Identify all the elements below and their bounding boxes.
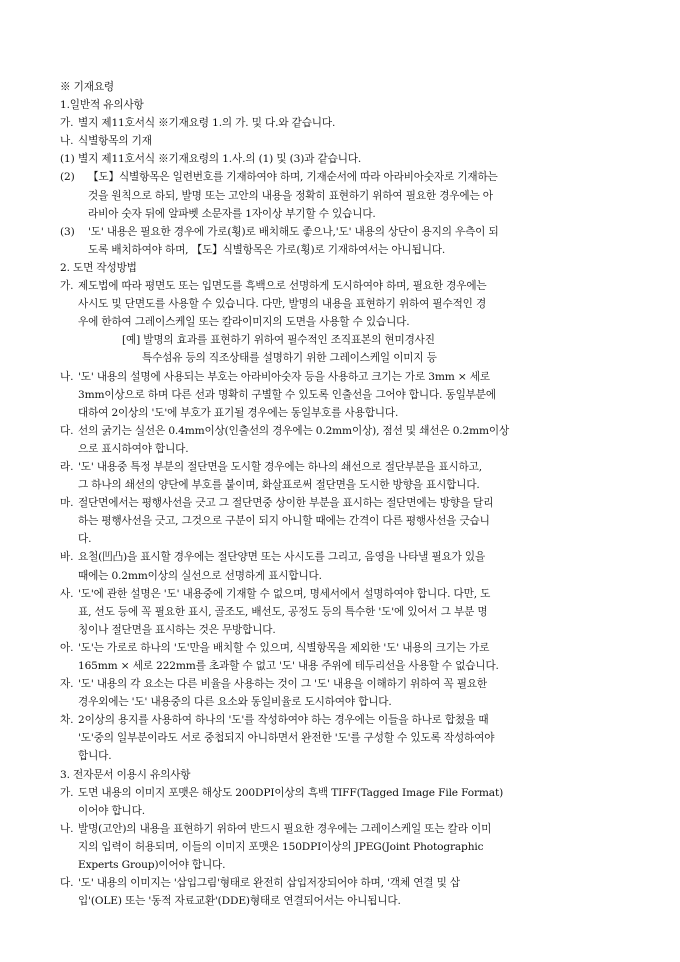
section-3-heading: 3. 전자문서 이용시 유의사항	[60, 768, 191, 781]
item-line: 으로 표시하여야 합니다.	[78, 442, 189, 455]
item-marker: 가.	[60, 786, 74, 799]
item-line: 하는 평행사선을 긋고, 그것으로 구분이 되지 아니할 때에는 간격이 다른 평행사선을 긋습니	[78, 515, 490, 528]
item-body	[78, 711, 628, 765]
item-marker: 자.	[60, 678, 74, 691]
item-line: 3mm이상으로 하며 다른 선과 명확히 구별할 수 있도록 인출선을 그어야 합니다. 동일부분에	[78, 388, 496, 401]
item-line: 라비아 숫자 뒤에 알파벳 소문자를 1자이상 부기할 수 있습니다.	[88, 207, 376, 220]
section-2-heading: 2. 도면 작성방법	[60, 261, 137, 274]
item-body	[78, 585, 628, 639]
document-title: ※ 기재요령	[60, 81, 114, 93]
item-line: 절단면에서는 평행사선을 긋고 그 절단면중 상이한 부분을 표시하는 절단면에는 방향을 달리	[78, 497, 494, 510]
item-line: 식별항목의 기재	[78, 135, 152, 148]
item-body	[78, 784, 628, 820]
s2-item-ra	[60, 458, 628, 494]
item-marker: 라.	[60, 460, 74, 473]
item-line: '도' 내용중 특정 부분의 절단면을 도시할 경우에는 하나의 쇄선으로 절단부분을 표시하고,	[78, 460, 482, 473]
s1-item-ga	[60, 114, 628, 132]
item-marker: (2)	[60, 171, 75, 184]
s2-item-sa	[60, 585, 628, 639]
s3-item-da	[60, 874, 628, 910]
item-marker: 차.	[60, 714, 74, 727]
item-line: 때에는 0.2mm이상의 실선으로 선명하게 표시합니다.	[78, 569, 322, 582]
item-marker: 다.	[60, 424, 74, 437]
item-body	[78, 150, 628, 168]
item-body	[78, 820, 628, 874]
item-line: '도' 내용의 설명에 사용되는 부호는 아라비아숫자 등을 사용하고 크기는 가로 3mm × 세로	[78, 370, 490, 383]
item-body	[78, 368, 628, 422]
item-line: 대하여 2이상의 '도'에 부호가 표기될 경우에는 동일부호를 사용합니다.	[78, 406, 399, 419]
item-marker: (1)	[60, 153, 75, 166]
s2-item-na	[60, 368, 628, 422]
item-line: 이어야 합니다.	[78, 804, 145, 817]
item-marker: 사.	[60, 587, 74, 600]
item-line: 2이상의 용지를 사용하여 하나의 '도'를 작성하여야 하는 경우에는 이들을 하나로 합쳤을 때	[78, 714, 489, 727]
example-line-1: [예] 발명의 효과를 표현하기 위하여 필수적인 조직표본의 현미경사진	[122, 334, 435, 347]
item-body	[78, 277, 628, 331]
item-marker: 아.	[60, 641, 74, 654]
item-line: 것을 원칙으로 하되, 발명 또는 고안의 내용을 정확히 표현하기 위하여 필요한 경우에는 아	[88, 189, 493, 202]
s1-subitem-2	[60, 168, 628, 222]
item-line: 그 하나의 쇄선의 양단에 부호를 붙이며, 화살표로써 절단면을 도시한 방향을 표시합니다.	[78, 479, 480, 492]
item-line: 요철(凹凸)을 표시할 경우에는 절단양면 또는 사시도를 그리고, 음영을 나타낼 필요가 있을	[78, 551, 486, 564]
item-line: 【도】식별항목은 일련번호를 기재하여야 하며, 기재순서에 따라 아라비아숫자로 기재하는	[88, 171, 498, 184]
item-line: '도' 내용은 필요한 경우에 가로(횡)로 배치해도 좋으나,'도' 내용의 상단이 용지의 우측이 되	[88, 225, 499, 238]
s3-item-na	[60, 820, 628, 874]
item-body	[88, 168, 628, 222]
s2-item-da	[60, 422, 628, 458]
item-marker: 나.	[60, 370, 74, 383]
s3-item-ga	[60, 784, 628, 820]
item-marker: 가.	[60, 117, 74, 130]
item-line: 별지 제11호서식 ※기재요령 1.의 가. 및 다.와 같습니다.	[78, 117, 336, 130]
item-line: Experts Group)이어야 합니다.	[78, 859, 226, 872]
s2-item-a	[60, 639, 628, 675]
item-line: 도록 배치하여야 하며, 【도】식별항목은 가로(횡)로 기재하여서는 아니됩니다.	[88, 243, 446, 256]
item-line: 별지 제11호서식 ※기재요령의 1.사.의 (1) 및 (3)과 같습니다.	[78, 153, 362, 166]
example-line-2: 특수섬유 등의 직조상태를 설명하기 위한 그레이스케일 이미지 등	[142, 352, 437, 365]
item-body	[78, 114, 628, 132]
item-line: 경우외에는 '도' 내용중의 다른 요소와 동일비율로 도시하여야 합니다.	[78, 696, 392, 709]
item-line: 선의 굵기는 실선은 0.4mm이상(인출선의 경우에는 0.2mm이상), 점선 및 쇄선은 0.2mm이상	[78, 424, 510, 437]
s2-item-ba	[60, 548, 628, 584]
item-marker: 나.	[60, 135, 74, 148]
item-line: 도면 내용의 이미지 포맷은 해상도 200DPI이상의 흑백 TIFF(Tagged Image File Format)	[78, 786, 504, 799]
item-line: 발명(고안)의 내용을 표현하기 위하여 반드시 필요한 경우에는 그레이스케일 또는 칼라 이미	[78, 822, 492, 835]
item-line: 우에 한하여 그레이스케일 또는 칼라이미지의 도면을 사용할 수 있습니다.	[78, 316, 410, 329]
item-body	[78, 874, 628, 910]
item-body	[88, 223, 628, 259]
s2-item-ma	[60, 494, 628, 548]
item-body	[78, 675, 628, 711]
section-1-heading: 1.일반적 유의사항	[60, 99, 144, 112]
s2-item-ga	[60, 277, 628, 331]
item-body	[78, 422, 628, 458]
item-marker: 바.	[60, 551, 74, 564]
item-body	[78, 639, 628, 675]
item-line: '도'에 관한 설명은 '도' 내용중에 기재할 수 없으며, 명세서에서 설명하여야 합니다. 다만, 도	[78, 587, 491, 600]
s2-item-ja	[60, 675, 628, 711]
item-line: 165mm × 세로 222mm를 초과할 수 없고 '도' 내용 주위에 테두리선을 사용할 수 없습니다.	[78, 660, 499, 672]
item-marker: 다.	[60, 877, 74, 890]
item-marker: (3)	[60, 225, 75, 238]
item-body	[78, 548, 628, 584]
item-line: 합니다.	[78, 750, 112, 763]
s1-subitem-1	[60, 150, 628, 168]
item-marker: 가.	[60, 280, 74, 293]
s2-item-cha	[60, 711, 628, 765]
item-body	[78, 132, 628, 150]
item-body	[78, 458, 628, 494]
item-line: 표, 선도 등에 꼭 필요한 표시, 골조도, 배선도, 공정도 등의 특수한 '도'에 있어서 그 부분 명	[78, 605, 488, 618]
item-line: 다.	[78, 533, 92, 546]
item-marker: 마.	[60, 497, 74, 510]
item-line: '도' 내용의 각 요소는 다른 비율을 사용하는 것이 그 '도' 내용을 이해하기 위하여 꼭 필요한	[78, 678, 488, 691]
instructions-body	[60, 78, 628, 910]
item-line: 지의 입력이 허용되며, 이들의 이미지 포맷은 150DPI이상의 JPEG(Joint Photographic	[78, 840, 484, 853]
item-line: 사시도 및 단면도를 사용할 수 있습니다. 다만, 발명의 내용을 표현하기 위하여 필수적인 경	[78, 298, 487, 311]
item-line: 칭이나 절단면을 표시하는 것은 무방합니다.	[78, 623, 276, 636]
item-line: 입'(OLE) 또는 '동적 자료교환'(DDE)형태로 연결되어서는 아니됩니다.	[78, 895, 401, 908]
item-marker: 나.	[60, 822, 74, 835]
item-line: '도'중의 일부분이라도 서로 중첩되지 아니하면서 완전한 '도'를 구성할 수 있도록 작성하여야	[78, 732, 495, 745]
item-line: '도'는 가로로 하나의 '도'만을 배치할 수 있으며, 식별항목을 제외한 '도' 내용의 크기는 가로	[78, 641, 490, 654]
item-line: 제도법에 따라 평면도 또는 입면도를 흑백으로 선명하게 도시하여야 하며, 필요한 경우에는	[78, 280, 487, 293]
item-body	[78, 494, 628, 548]
item-line: '도' 내용의 이미지는 '삽입그림'형태로 완전히 삽입저장되어야 하며, '객체 연결 및 삽	[78, 877, 460, 890]
s1-item-na	[60, 132, 628, 150]
s1-subitem-3	[60, 223, 628, 259]
